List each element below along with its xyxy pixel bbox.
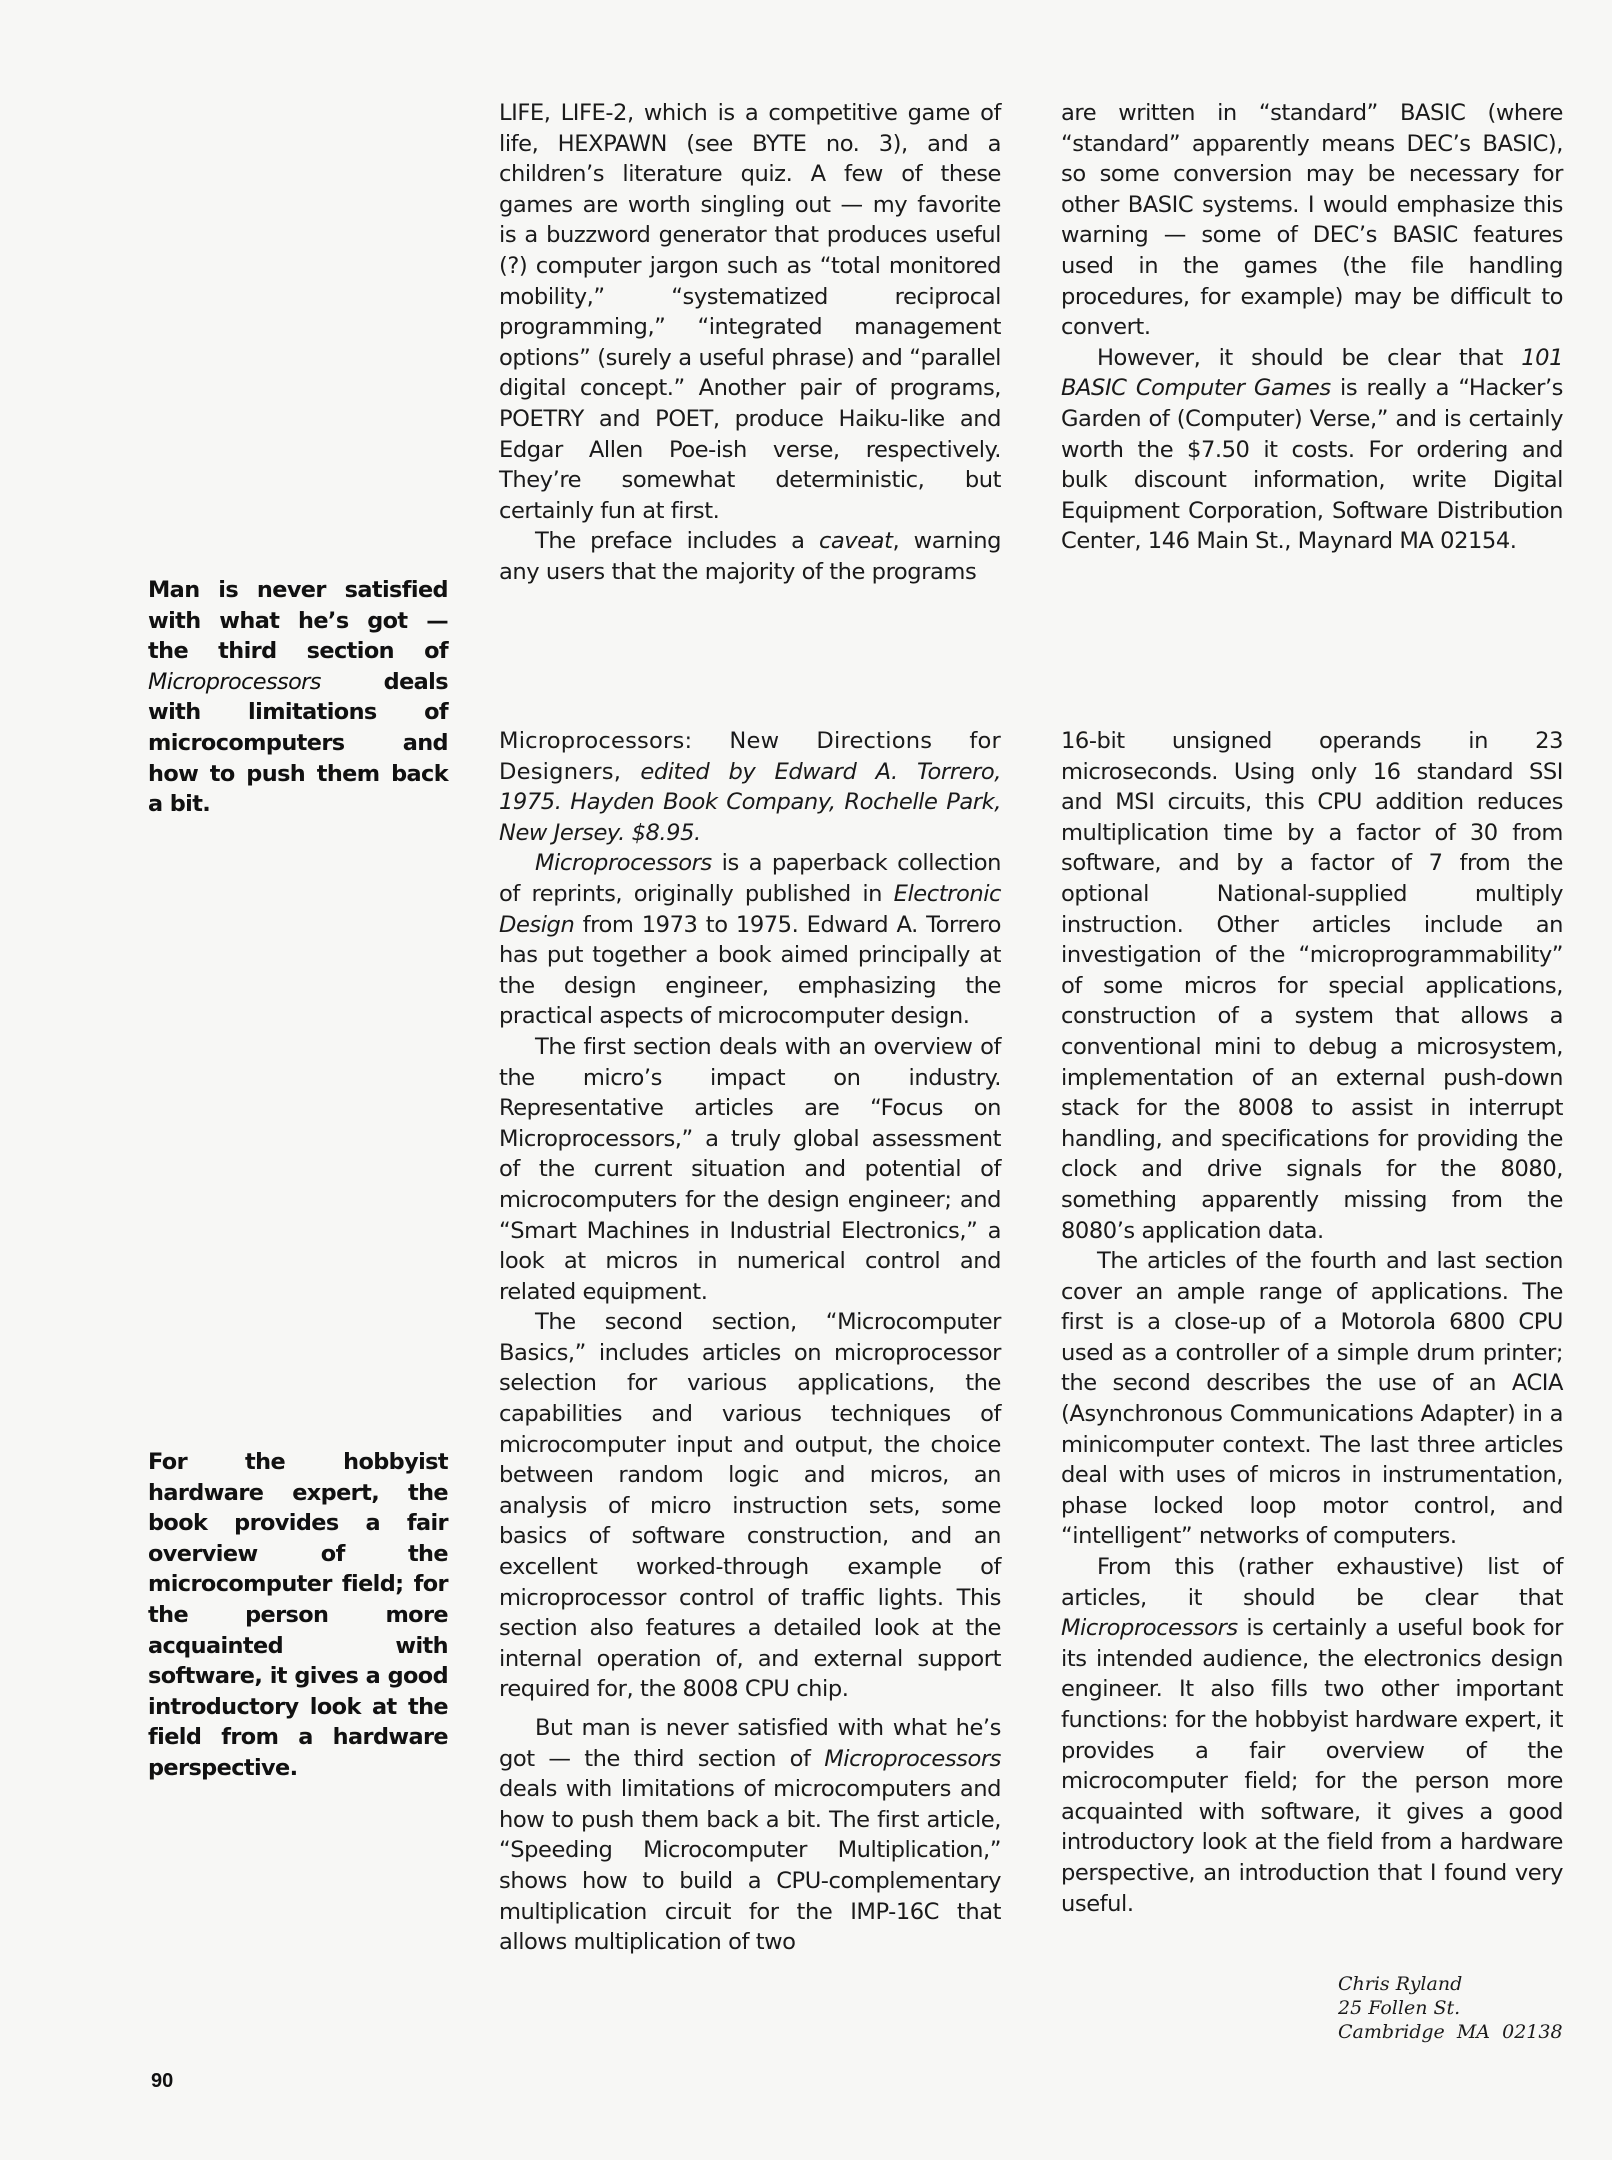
text: , warning any users that the majority of the programs — [499, 528, 1001, 585]
reviewer-name: Chris Ryland — [1338, 1973, 1463, 1995]
review-101-basic-games-middle-column — [499, 98, 1001, 588]
pull-quote-1-text: Man is never satisfied with what he’s got — the third section of — [148, 577, 448, 665]
pull-quote-1-book-title: Microprocessors — [148, 668, 321, 695]
review-101-basic-games-right-column — [1061, 98, 1563, 557]
text: deals with limitations of microcomputers and how to push them back a bit. The first article, “Speeding Microcomputer Multiplication,” shows how to build a CPU-complementary multiplication circuit for the IMP-16C that allows multiplication of two — [499, 1776, 1001, 1956]
text: is a paperback collection of reprints, originally published in — [499, 850, 1001, 907]
book-citation — [499, 726, 1001, 848]
text: is certainly a useful book for its intended audience, the electronics design engineer. It also fills two other important functions: for the hobbyist hardware expert, it provides a fair overview of the microcomputer field; for the person more acquainted with software, it gives a good introductory look at the field from a hardware perspective, an introduction that I found very useful. — [1061, 1615, 1563, 1917]
paragraph: The second section, “Microcomputer Basics,” includes articles on microprocessor selection for various applications, the capabilities and various techniques of microcomputer input and output, the choice between random logic and micros, an analysis of micro instruction sets, some basics of software construction, and an excellent worked-through example of microprocessor control of traffic lights. This section also features a detailed look at the internal operation of, and external support required for, the 8008 CPU chip. — [499, 1309, 1001, 1703]
paragraph: The first section deals with an overview of the micro’s impact on industry. Representative articles are “Focus on Microprocessors,” a truly global assessment of the current situation and potential of microcomputers for the design engineer; and “Smart Machines in Industrial Electronics,” a look at micros in numerical control and related equipment. — [499, 1033, 1001, 1305]
book-title: Microprocessors — [824, 1745, 1001, 1772]
book-title: Microprocessors — [535, 850, 712, 877]
paragraph — [499, 1713, 1001, 1958]
review-microprocessors-right-column — [1061, 726, 1563, 1919]
page-number: 90 — [151, 2070, 174, 2092]
paragraph: The articles of the fourth and last section cover an ample range of applications. The first is a close-up of a Motorola 6800 CPU used as a controller of a simple drum printer; the second describes the use of an ACIA (Asynchronous Communications Adapter) in a minicomputer context. The last three articles deal with uses of micros in instrumentation, phase locked loop motor control, and “intelligent” networks of computers. — [1061, 1248, 1563, 1550]
text: However, it should be clear that — [1097, 344, 1522, 371]
text: But man is never satisfied with what he’s got — the third section of — [499, 1715, 1001, 1772]
citation-title: Microprocessors: New Directions for Designers, — [499, 728, 1001, 785]
paragraph — [1061, 343, 1563, 557]
pull-quote-1-text-end: deals with limitations of microcomputers and how to push them back a bit. — [148, 668, 448, 818]
review-microprocessors-middle-column — [499, 726, 1001, 1958]
magazine-title: Electronic Design — [499, 880, 1001, 938]
reviewer-city: Cambridge MA 02138 — [1338, 2021, 1563, 2043]
text: The preface includes a — [535, 528, 819, 555]
reviewer-street: 25 Follen St. — [1338, 1997, 1461, 2019]
text: from 1973 to 1975. Edward A. Torrero has put together a book aimed principally at the design engineer, emphasizing the practical aspects of microcomputer design. — [499, 911, 1001, 1030]
paragraph: are written in “standard” BASIC (where “standard” apparently means DEC’s BASIC), so some conversion may be necessary for other BASIC systems. I would emphasize this warning — some of DEC’s BASIC features used in the games (the file handling procedures, for example) may be difficult to convert. — [1061, 100, 1563, 341]
reviewer-signature — [1338, 1972, 1563, 2044]
citation-details: edited by Edward A. Torrero, 1975. Hayden Book Company, Rochelle Park, New Jersey. $8.95. — [499, 758, 1001, 846]
paragraph: 16-bit unsigned operands in 23 microseconds. Using only 16 standard SSI and MSI circuits, this CPU addition reduces multiplication time by a factor of 30 from software, and by a factor of 7 from the optional National-supplied multiply instruction. Other articles include an investigation of the “microprogrammability” of some micros for special applications, construction of a system that allows a conventional mini to debug a microsystem, implementation of an external push-down stack for the 8008 to assist in interrupt handling, and specifications for providing the clock and drive signals for the 8080, something apparently missing from the 8080’s application data. — [1061, 728, 1563, 1244]
italic-text: caveat — [818, 528, 893, 555]
book-title: Microprocessors — [1061, 1615, 1238, 1642]
paragraph — [1061, 1552, 1563, 1919]
paragraph — [499, 526, 1001, 587]
book-title: 101 BASIC Computer Games — [1061, 344, 1563, 402]
pull-quote-2: For the hobbyist hardware expert, the book provides a fair overview of the microcomputer field; for the person more acquainted with software, it gives a good introductory look at the field from a hardware perspective. — [148, 1449, 448, 1781]
text: From this (rather exhaustive) list of articles, it should be clear that — [1061, 1554, 1563, 1611]
pull-quote-1 — [148, 575, 448, 820]
paragraph — [499, 848, 1001, 1032]
paragraph: LIFE, LIFE-2, which is a competitive game of life, HEXPAWN (see BYTE no. 3), and a children’s literature quiz. A few of these games are worth singling out — my favorite is a buzzword generator that produces useful (?) computer jargon such as “total monitored mobility,” “systematized reciprocal programming,” “integrated management options” (surely a useful phrase) and “parallel digital concept.” Another pair of programs, POETRY and POET, produce Haiku-like and Edgar Allen Poe-ish verse, respectively. They’re somewhat deterministic, but certainly fun at first. — [499, 100, 1001, 524]
text: is really a “Hacker’s Garden of (Computer) Verse,” and is certainly worth the $7.50 it costs. For ordering and bulk discount information, write Digital Equipment Corporation, Software Distribution Center, 146 Main St., Maynard MA 02154. — [1061, 375, 1564, 555]
